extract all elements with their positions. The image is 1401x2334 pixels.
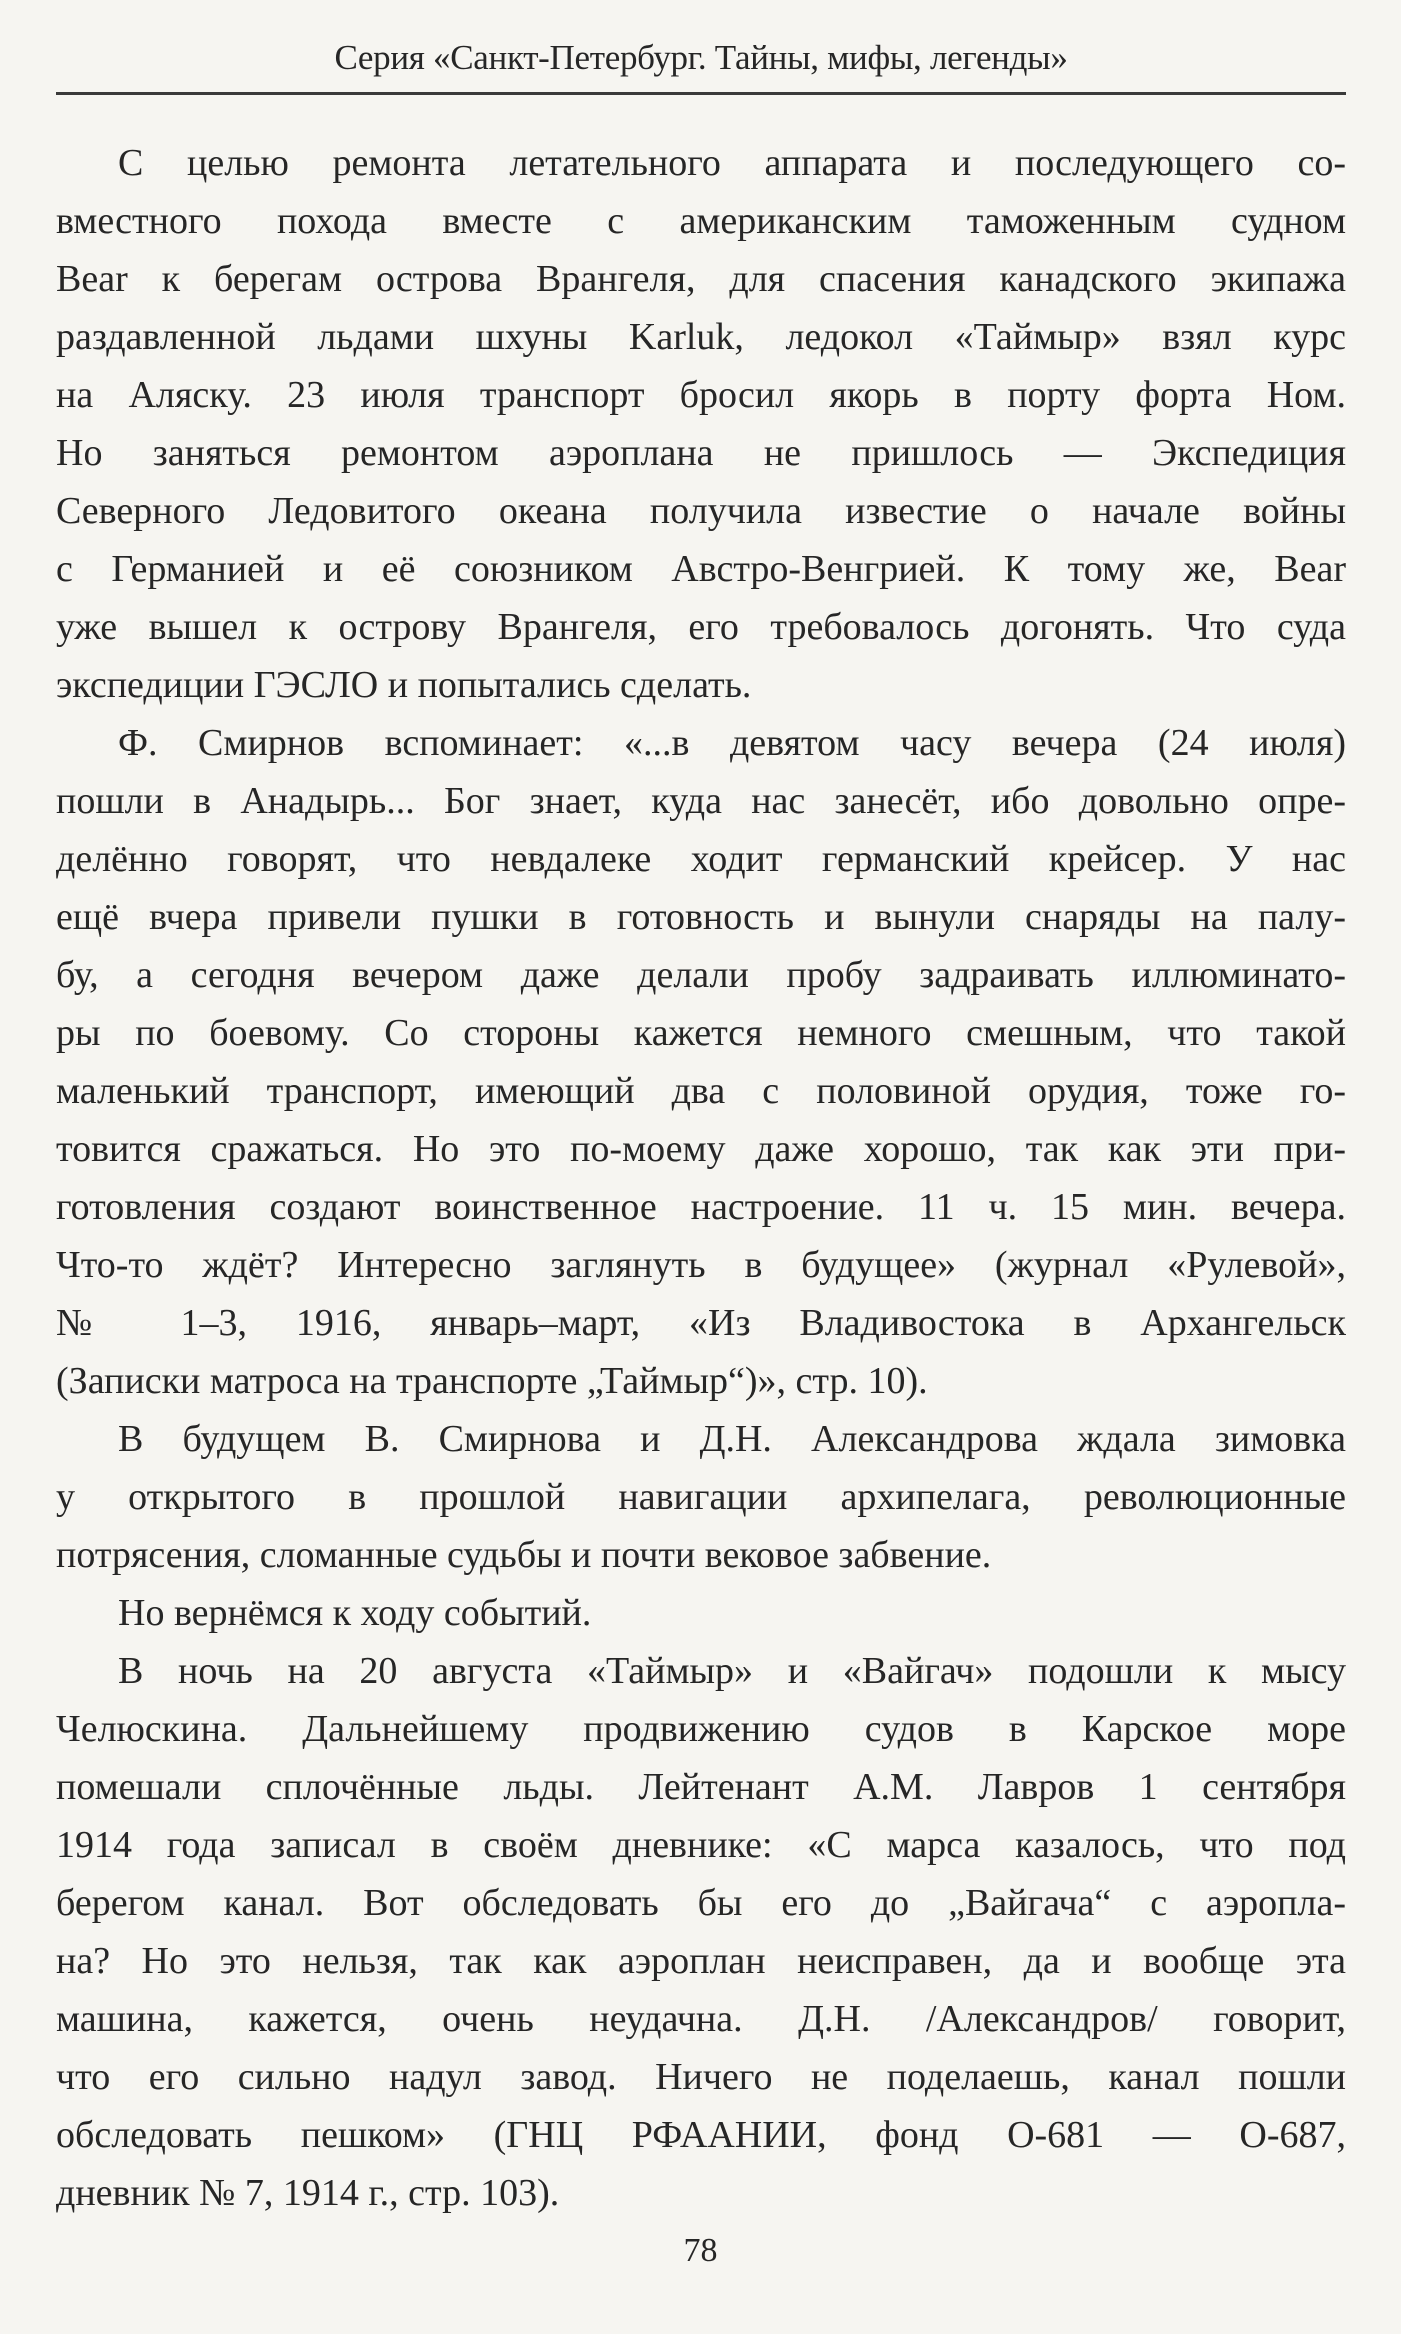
text-line: обследовать пешком» (ГНЦ РФААНИИ, фонд О-681 — О-687,: [56, 2114, 1346, 2156]
text-line: Но заняться ремонтом аэроплана не пришлось — Экспедиция: [56, 432, 1346, 474]
text-line: С целью ремонта летательного аппарата и последующего со-: [118, 142, 1346, 184]
text-line: вместного похода вместе с американским таможенным судном: [56, 200, 1346, 242]
text-line: В ночь на 20 августа «Таймыр» и «Вайгач» подошли к мысу: [118, 1650, 1346, 1692]
text-line: № 1–3, 1916, январь–март, «Из Владивостока в Архангельск: [56, 1302, 1346, 1344]
text-line: ещё вчера привели пушки в готовность и вынули снаряды на палу-: [56, 896, 1346, 938]
text-line: уже вышел к острову Врангеля, его требовалось догонять. Что суда: [56, 606, 1346, 648]
text-line: маленький транспорт, имеющий два с половиной орудия, тоже го-: [56, 1070, 1346, 1112]
text-line: у открытого в прошлой навигации архипелага, революционные: [56, 1476, 1346, 1518]
text-line: машина, кажется, очень неудачна. Д.Н. /Александров/ говорит,: [56, 1998, 1346, 2040]
text-line: экспедиции ГЭСЛО и попытались сделать.: [56, 664, 752, 706]
text-line: В будущем В. Смирнова и Д.Н. Александрова ждала зимовка: [118, 1418, 1346, 1460]
text-line: потрясения, сломанные судьбы и почти вековое забвение.: [56, 1534, 992, 1576]
text-line: раздавленной льдами шхуны Karluk, ледокол «Таймыр» взял курс: [56, 316, 1346, 358]
text-line: дневник № 7, 1914 г., стр. 103).: [56, 2172, 560, 2214]
text-line: готовления создают воинственное настроение. 11 ч. 15 мин. вечера.: [56, 1186, 1346, 1228]
text-line: помешали сплочённые льды. Лейтенант А.М. Лавров 1 сентября: [56, 1766, 1346, 1808]
text-line: бу, а сегодня вечером даже делали пробу задраивать иллюминато-: [56, 954, 1346, 996]
text-line: пошли в Анадырь... Бог знает, куда нас занесёт, ибо довольно опре-: [56, 780, 1346, 822]
page-number: 78: [683, 2232, 718, 2269]
paragraph: [56, 714, 1346, 1410]
page-body: [56, 134, 1346, 2222]
paragraph: [56, 134, 1346, 714]
paragraph: [56, 1410, 1346, 1584]
text-line: Северного Ледовитого океана получила известие о начале войны: [56, 490, 1346, 532]
text-line: Челюскина. Дальнейшему продвижению судов в Карское море: [56, 1708, 1346, 1750]
text-line: товится сражаться. Но это по-моему даже хорошо, так как эти при-: [56, 1128, 1346, 1170]
text-line: ры по боевому. Со стороны кажется немного смешным, что такой: [56, 1012, 1346, 1054]
text-line: Что-то ждёт? Интересно заглянуть в будущее» (журнал «Рулевой»,: [56, 1244, 1346, 1286]
text-line: (Записки матроса на транспорте „Таймыр“)», стр. 10).: [56, 1360, 928, 1402]
paragraph: [56, 1642, 1346, 2222]
paragraph: [56, 1584, 1346, 1642]
text-line: на? Но это нельзя, так как аэроплан неисправен, да и вообще эта: [56, 1940, 1346, 1982]
text-line: Ф. Смирнов вспоминает: «...в девятом часу вечера (24 июля): [118, 722, 1346, 764]
text-line: на Аляску. 23 июля транспорт бросил якорь в порту форта Ном.: [56, 374, 1346, 416]
running-header: Серия «Санкт-Петербург. Тайны, мифы, легенды»: [334, 38, 1068, 77]
text-line: с Германией и её союзником Австро-Венгрией. К тому же, Bear: [56, 548, 1346, 590]
text-line: берегом канал. Вот обследовать бы его до „Вайгача“ с аэропла-: [56, 1882, 1346, 1924]
header-rule: [56, 92, 1346, 95]
text-line: 1914 года записал в своём дневнике: «С марса казалось, что под: [56, 1824, 1346, 1866]
text-line: Bear к берегам острова Врангеля, для спасения канадского экипажа: [56, 258, 1346, 300]
text-line: Но вернёмся к ходу событий.: [118, 1592, 592, 1634]
text-line: делённо говорят, что невдалеке ходит германский крейсер. У нас: [56, 838, 1346, 880]
text-line: что его сильно надул завод. Ничего не поделаешь, канал пошли: [56, 2056, 1346, 2098]
